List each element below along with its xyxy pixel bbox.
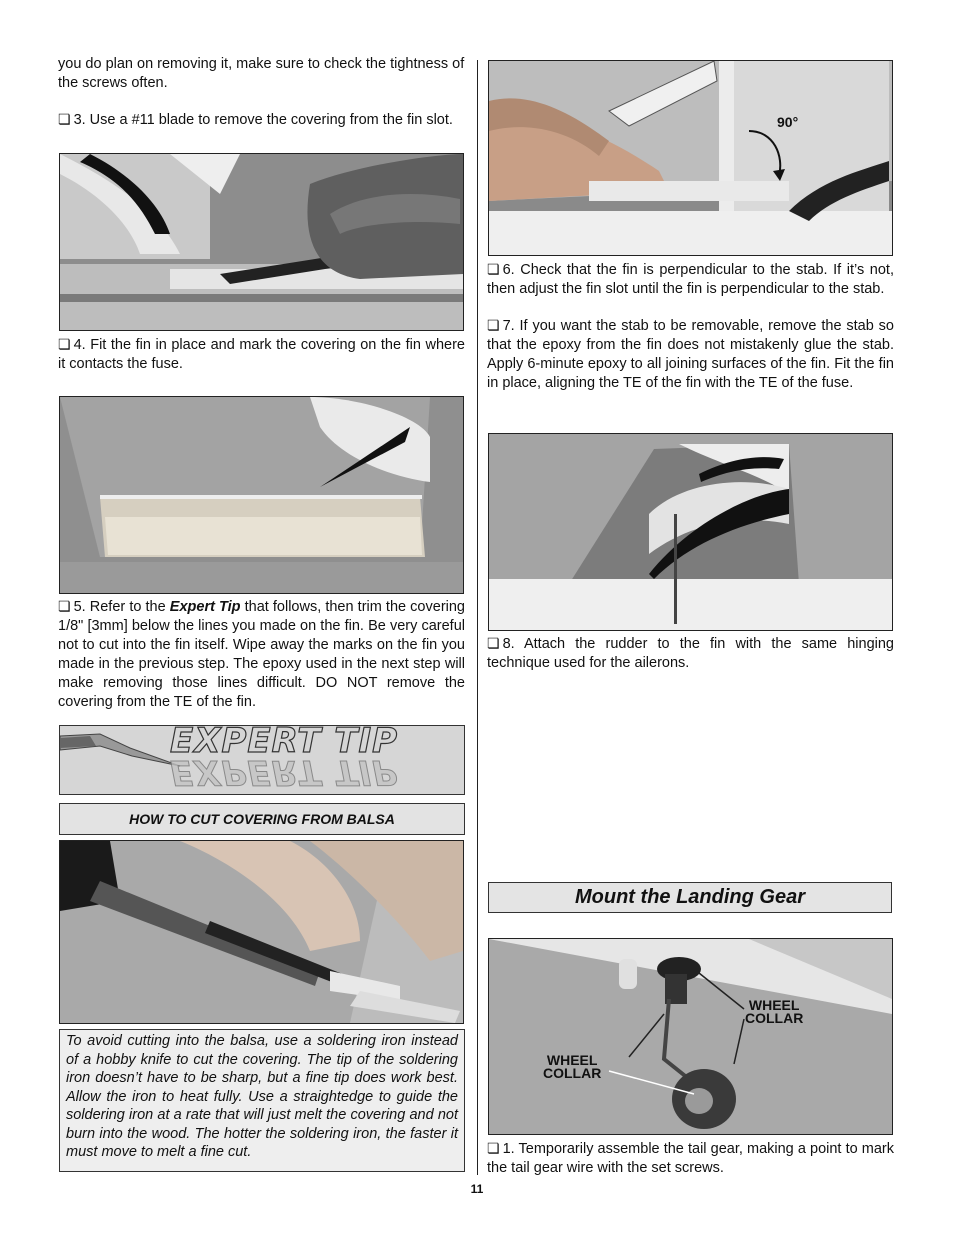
photo-fin-installed: [488, 433, 893, 631]
step-6-label: 6. Check that the fin is perpendicular to the stab. If it’s not, then adjust the fin slot until the fin is perpendicular to the stab.: [487, 262, 894, 297]
section-title: Mount the Landing Gear: [488, 882, 892, 913]
label-wheel-collar-bottom: WHEEL COLLAR: [543, 1052, 602, 1081]
step-3-text: [58, 110, 468, 130]
photo-soldering-iron: [59, 840, 464, 1024]
intro-text: you do plan on removing it, make sure to check the tightness of the screws often.: [58, 56, 465, 91]
column-divider: [477, 60, 478, 1175]
checkbox-icon[interactable]: ❏: [487, 261, 500, 277]
step-3-label: 3. Use a #11 blade to remove the covering from the fin slot.: [73, 112, 453, 128]
step-7-text: [487, 316, 894, 393]
checkbox-icon[interactable]: ❏: [58, 598, 71, 614]
gear-step-1-text: [487, 1139, 894, 1178]
expert-tip-caption: HOW TO CUT COVERING FROM BALSA: [59, 803, 465, 835]
step-8-text: [487, 634, 894, 673]
step-6-text: [487, 260, 894, 299]
step-5-label-post: that follows, then trim the covering 1/8" [3mm] below the lines you made on the fin. Be very careful not to cut into the fin itself. Wipe away the marks on the fin you made in the previous step. The epoxy used in the next step will make removing those lines difficult. DO NOT remove the covering from the TE of the fin.: [58, 599, 465, 710]
photo-fin-marked: [59, 396, 464, 594]
expert-tip-body: To avoid cutting into the balsa, use a soldering iron instead of a hobby knife to cut the covering. The tip of the soldering iron doesn’t have to be sharp, but a fine tip does work best. Allow the iron to heat fully. Use a straightedge to guide the soldering iron at a rate that will just melt the covering and not burn into the wood. The hotter the soldering iron, the faster it must move to melt a fine cut.: [59, 1029, 465, 1172]
step-4-text: [58, 335, 465, 374]
expert-tip-banner: [59, 725, 465, 795]
expert-tip-title: EXPERT TIP: [170, 725, 399, 761]
step-4-label: 4. Fit the fin in place and mark the covering on the fin where it contacts the fuse.: [58, 337, 465, 372]
photo-fin-perpendicular: [488, 60, 893, 256]
step-8-label: 8. Attach the rudder to the fin with the same hinging technique used for the ailerons.: [487, 636, 894, 671]
page-number: 11: [470, 1182, 484, 1196]
photo-tail-gear: [488, 938, 893, 1135]
step-5-label-pre: 5. Refer to the: [73, 599, 170, 615]
checkbox-icon[interactable]: ❏: [487, 317, 500, 333]
expert-tip-reflection: EXPERT TIP: [170, 752, 399, 792]
step-5-text: [58, 597, 465, 712]
expert-tip-ref: Expert Tip: [169, 599, 241, 615]
angle-label: 90°: [777, 114, 799, 130]
label-wheel-collar-top: WHEEL COLLAR: [745, 997, 804, 1026]
checkbox-icon[interactable]: ❏: [487, 635, 500, 651]
gear-step-1-label: 1. Temporarily assemble the tail gear, making a point to mark the tail gear wire with the set screws.: [487, 1141, 894, 1176]
checkbox-icon[interactable]: ❏: [58, 336, 71, 352]
photo-cut-fin-slot: [59, 153, 464, 331]
checkbox-icon[interactable]: ❏: [487, 1140, 500, 1156]
step-7-label: 7. If you want the stab to be removable, remove the stab so that the epoxy from the fin does not mistakenly glue the stab. Apply 6-minute epoxy to all joining surfaces of the fin. Fit the fin in place, aligning the TE of the fin with the TE of the fuse.: [487, 318, 894, 391]
checkbox-icon[interactable]: ❏: [58, 111, 71, 127]
